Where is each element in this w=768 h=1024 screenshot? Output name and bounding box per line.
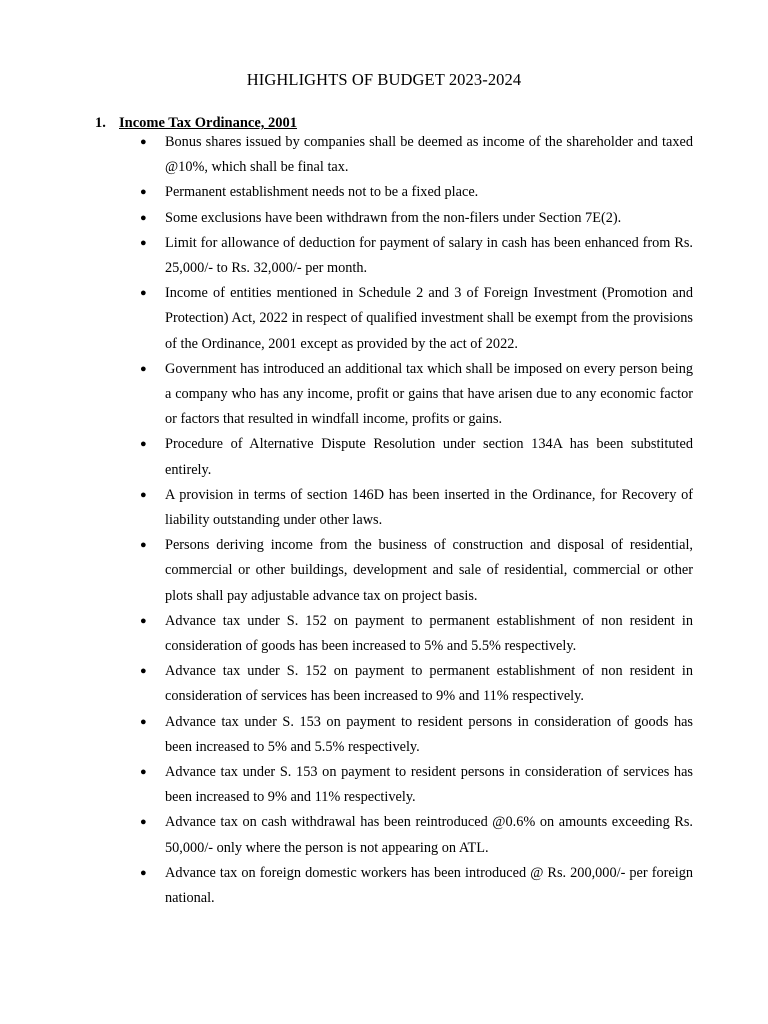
bullet-item: ● Limit for allowance of deduction for payment of salary in cash has been enhanced from Rs. 25,000/- to Rs. 32,000/- per month. — [140, 231, 693, 281]
bullet-item: ● Advance tax on foreign domestic workers has been introduced @ Rs. 200,000/- per foreign national. — [140, 861, 693, 911]
document-title: HIGHLIGHTS OF BUDGET 2023-2024 — [246, 70, 522, 89]
bullet-item: ● Permanent establishment needs not to be a fixed place. — [140, 180, 693, 205]
bullet-list — [140, 130, 693, 911]
bullet-item: ● Advance tax under S. 152 on payment to permanent establishment of non resident in consideration of services has been increased to 9% and 11% respectively. — [140, 659, 693, 709]
bullet-item: ● Advance tax under S. 153 on payment to resident persons in consideration of goods has been increased to 5% and 5.5% respectively. — [140, 710, 693, 760]
bullet-item: ● Procedure of Alternative Dispute Resolution under section 134A has been substituted entirely. — [140, 432, 693, 482]
bullet-item: ● Income of entities mentioned in Schedule 2 and 3 of Foreign Investment (Promotion and Protection) Act, 2022 in respect of qualified investment shall be exempt from the provisions of the Ordinance, 2001 except as provided by the act of 2022. — [140, 281, 693, 357]
bullet-item: ● Bonus shares issued by companies shall be deemed as income of the shareholder and taxed @10%, which shall be final tax. — [140, 130, 693, 180]
bullet-item: ● Advance tax under S. 152 on payment to permanent establishment of non resident in consideration of goods has been increased to 5% and 5.5% respectively. — [140, 609, 693, 659]
bullet-item: ● A provision in terms of section 146D has been inserted in the Ordinance, for Recovery of liability outstanding under other laws. — [140, 483, 693, 533]
bullet-item: ● Persons deriving income from the business of construction and disposal of residential, commercial or other buildings, development and sale of residential, commercial or other plots shall pay adjustable advance tax on project basis. — [140, 533, 693, 609]
section-number: 1. — [95, 115, 106, 131]
bullet-item: ● Government has introduced an additional tax which shall be imposed on every person being a company who has any income, profit or gains that have arisen due to any economic factor or factors that resulted in windfall income, profits or gains. — [140, 357, 693, 433]
bullet-item: ● Advance tax under S. 153 on payment to resident persons in consideration of services has been increased to 9% and 11% respectively. — [140, 760, 693, 810]
bullet-item: ● Advance tax on cash withdrawal has been reintroduced @0.6% on amounts exceeding Rs. 50,000/- only where the person is not appearing on ATL. — [140, 810, 693, 860]
section-title: Income Tax Ordinance, 2001 — [119, 115, 298, 131]
bullet-item: ● Some exclusions have been withdrawn from the non-filers under Section 7E(2). — [140, 206, 693, 231]
